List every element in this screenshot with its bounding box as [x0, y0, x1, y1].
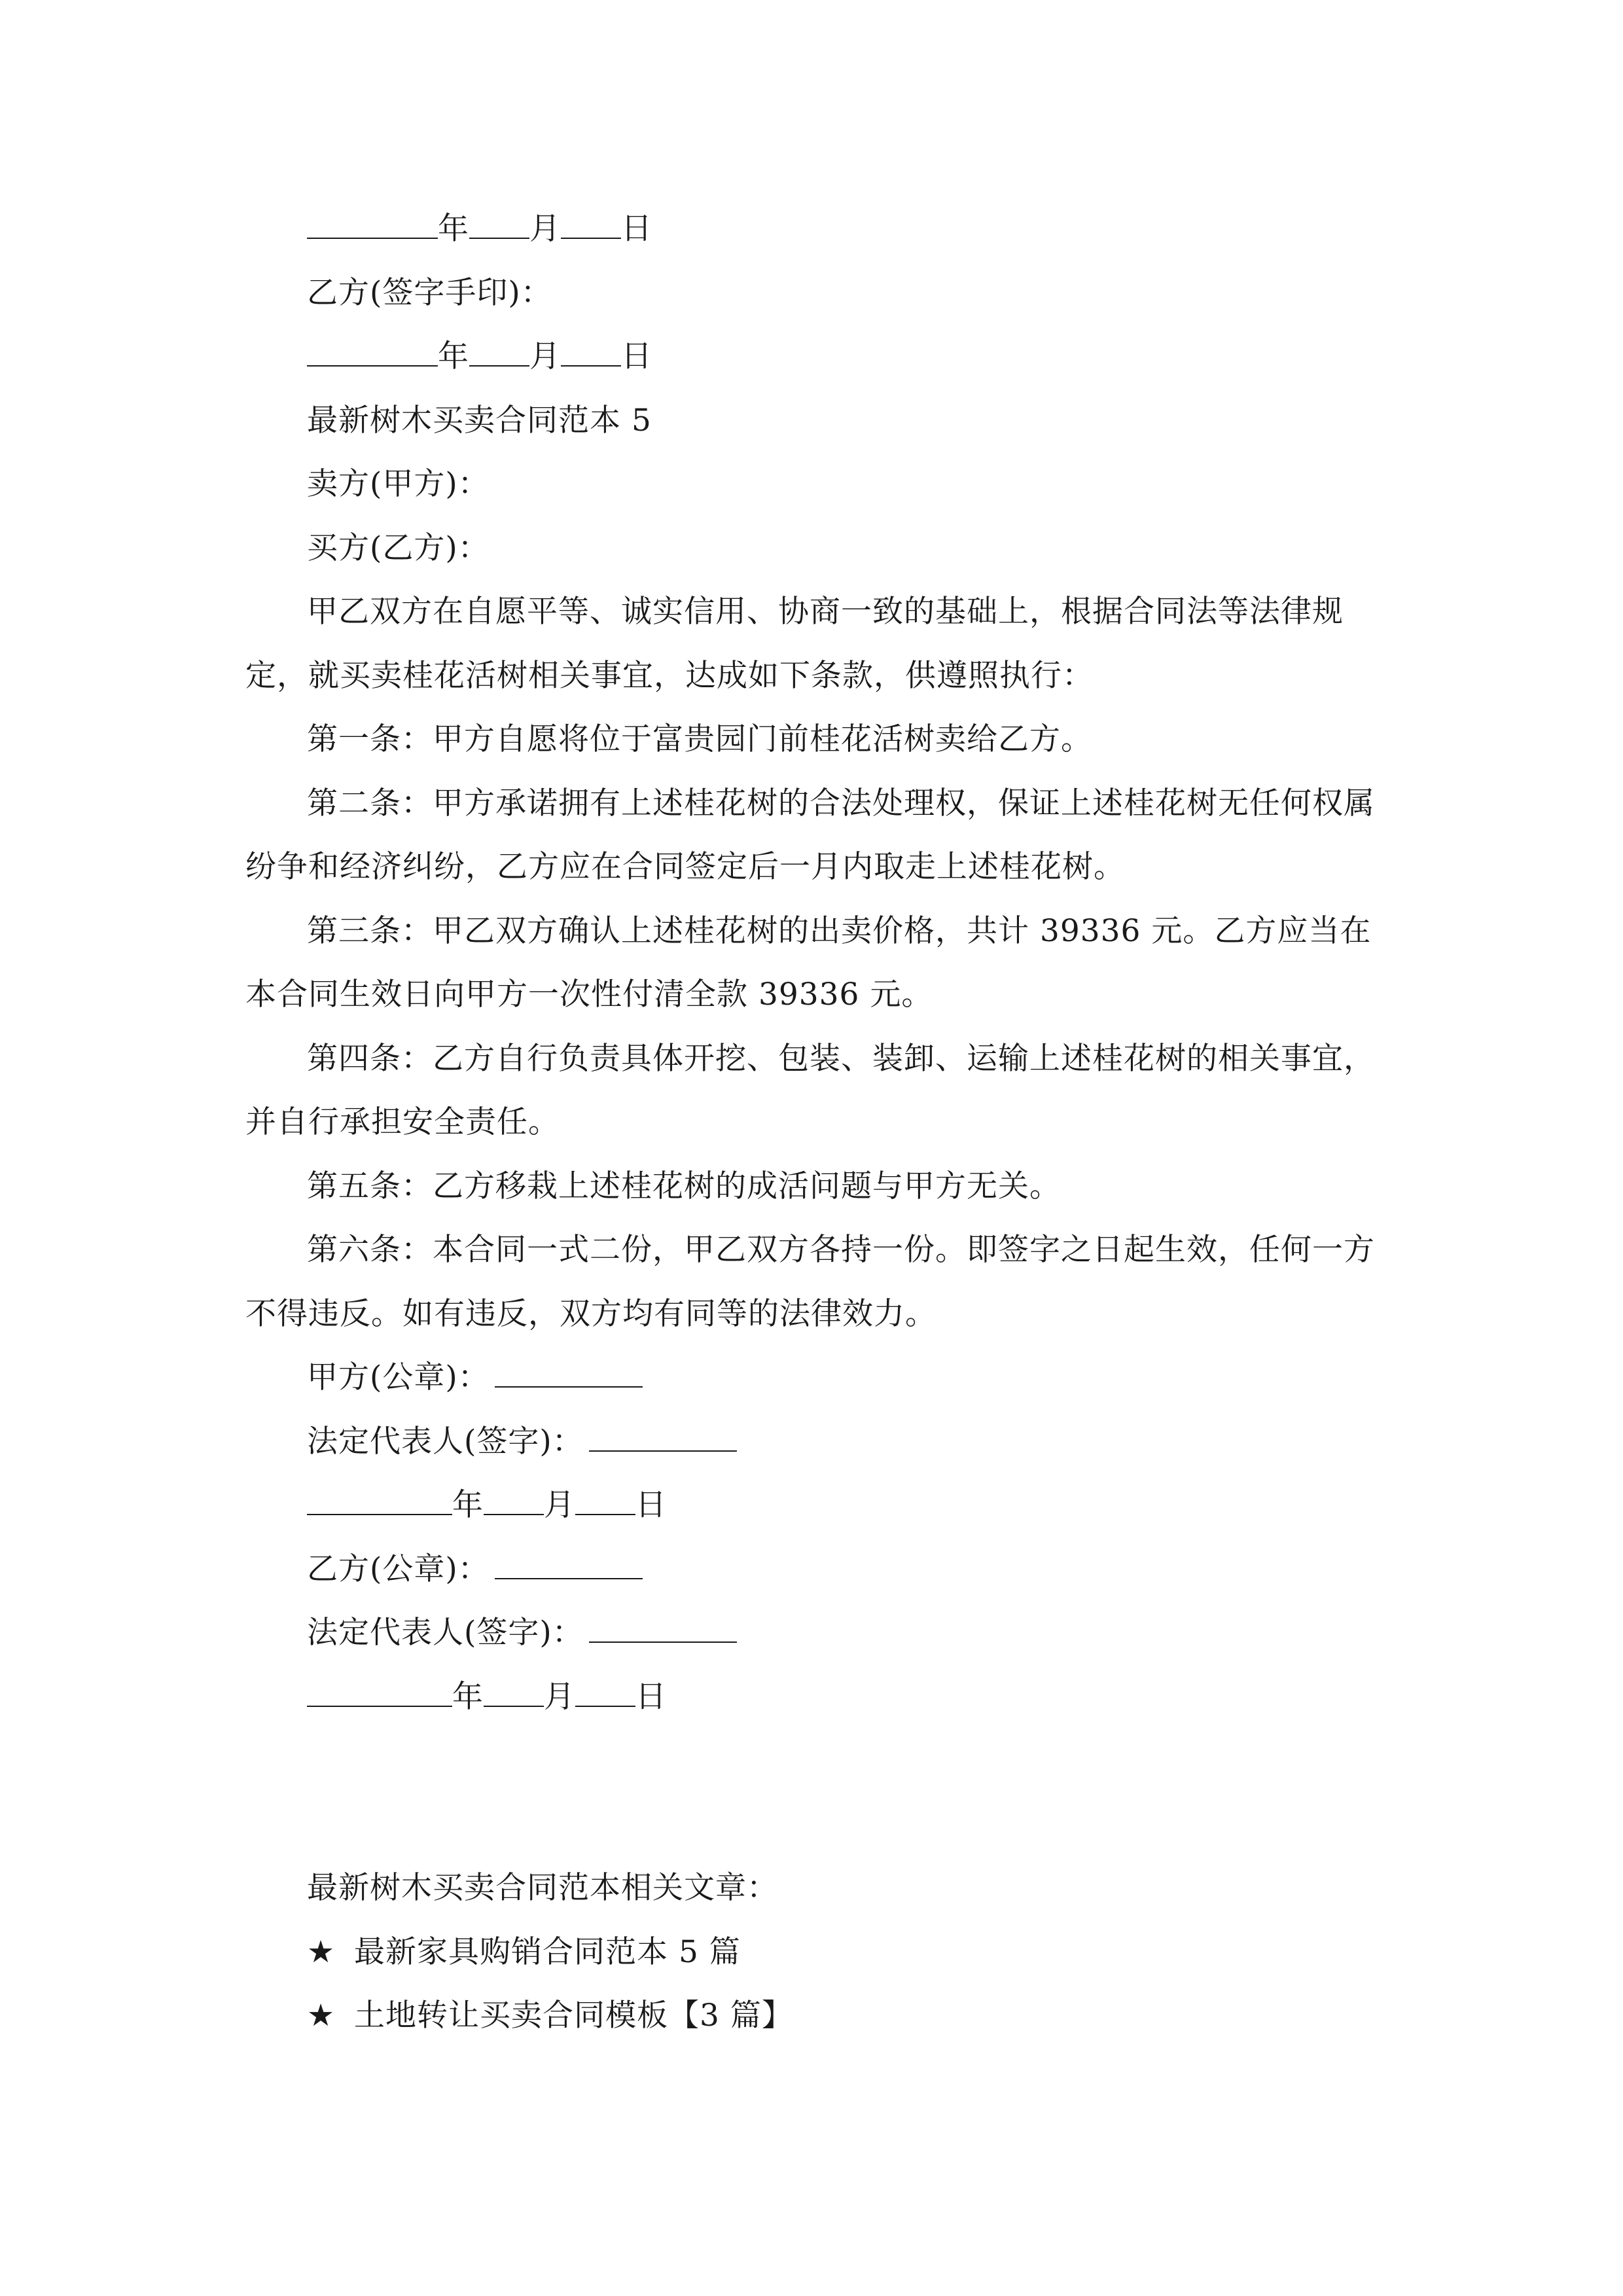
related-heading: 最新树木买卖合同范本相关文章：	[307, 1870, 778, 1906]
contract-article: 第一条：甲方自愿将位于富贵园门前桂花活树卖给乙方。	[307, 721, 1092, 757]
blank-underline	[484, 1677, 544, 1706]
blank-underline	[307, 210, 438, 239]
date-line	[245, 1473, 1381, 1537]
month-label: 月	[529, 211, 561, 247]
day-label: 日	[621, 338, 652, 374]
party-a-seal-label: 甲方(公章)：	[307, 1359, 490, 1395]
blank-underline	[575, 1486, 635, 1515]
party-b-rep-label: 法定代表人(签字)：	[307, 1615, 584, 1651]
blank-underline	[484, 1486, 544, 1515]
date-line	[245, 1665, 1381, 1729]
day-label: 日	[635, 1678, 667, 1715]
party-b-seal-line	[245, 1537, 1381, 1602]
day-label: 日	[635, 1487, 667, 1523]
related-link-text[interactable]: 土地转让买卖合同模板【3 篇】	[354, 1998, 793, 2034]
party-a-rep-line	[245, 1410, 1381, 1474]
year-label: 年	[452, 1487, 484, 1523]
contract-article: 第四条：乙方自行负责具体开挖、包装、装卸、运输上述桂花树的相关事宜，并自行承担安全责任。	[245, 1040, 1375, 1140]
party-a-rep-label: 法定代表人(签字)：	[307, 1423, 584, 1460]
blank-underline	[469, 338, 529, 367]
contract-preamble: 甲乙双方在自愿平等、诚实信用、协商一致的基础上，根据合同法等法律规定，就买卖桂花活树相关事宜，达成如下条款，供遵照执行：	[245, 594, 1344, 694]
related-link[interactable]	[245, 1984, 1381, 2048]
blank-underline	[469, 210, 529, 239]
date-line	[245, 197, 1381, 261]
date-line	[245, 325, 1381, 389]
month-label: 月	[529, 338, 561, 374]
blank-underline	[307, 1677, 452, 1706]
blank-underline	[589, 1614, 737, 1643]
year-label: 年	[438, 211, 469, 247]
blank-underline	[495, 1359, 643, 1388]
contract-title: 最新树木买卖合同范本 5	[307, 402, 652, 439]
blank-underline	[575, 1677, 635, 1706]
contract-article: 第六条：本合同一式二份，甲乙双方各持一份。即签字之日起生效，任何一方不得违反。如有违反，双方均有同等的法律效力。	[245, 1232, 1375, 1332]
blank-underline	[589, 1422, 737, 1451]
contract-article: 第二条：甲方承诺拥有上述桂花树的合法处理权，保证上述桂花树无任何权属纷争和经济纠纷，乙方应在合同签定后一月内取走上述桂花树。	[245, 785, 1375, 885]
spacer	[245, 1729, 1381, 1856]
party-a-seal-line	[245, 1346, 1381, 1410]
year-label: 年	[452, 1678, 484, 1715]
contract-article: 第五条：乙方移栽上述桂花树的成活问题与甲方无关。	[307, 1168, 1061, 1204]
party-b-seal-label: 乙方(公章)：	[307, 1551, 490, 1587]
seller-label: 卖方(甲方)：	[307, 466, 490, 502]
month-label: 月	[544, 1678, 575, 1715]
blank-underline	[495, 1550, 643, 1579]
party-b-rep-line	[245, 1601, 1381, 1665]
blank-underline	[561, 338, 621, 367]
star-icon: ★	[307, 1933, 336, 1970]
document-body	[245, 197, 1381, 2048]
blank-underline	[561, 210, 621, 239]
star-icon: ★	[307, 1998, 336, 2034]
blank-underline	[307, 338, 438, 367]
blank-underline	[307, 1486, 452, 1515]
buyer-label: 买方(乙方)：	[307, 529, 490, 566]
contract-article: 第三条：甲乙双方确认上述桂花树的出卖价格，共计 39336 元。乙方应当在本合同生效日向甲方一次性付清全款 39336 元。	[245, 912, 1372, 1013]
month-label: 月	[544, 1487, 575, 1523]
year-label: 年	[438, 338, 469, 374]
related-link[interactable]	[245, 1920, 1381, 1984]
related-link-text[interactable]: 最新家具购销合同范本 5 篇	[354, 1933, 741, 1970]
party-b-signature-label: 乙方(签字手印)：	[307, 274, 552, 311]
day-label: 日	[621, 211, 652, 247]
